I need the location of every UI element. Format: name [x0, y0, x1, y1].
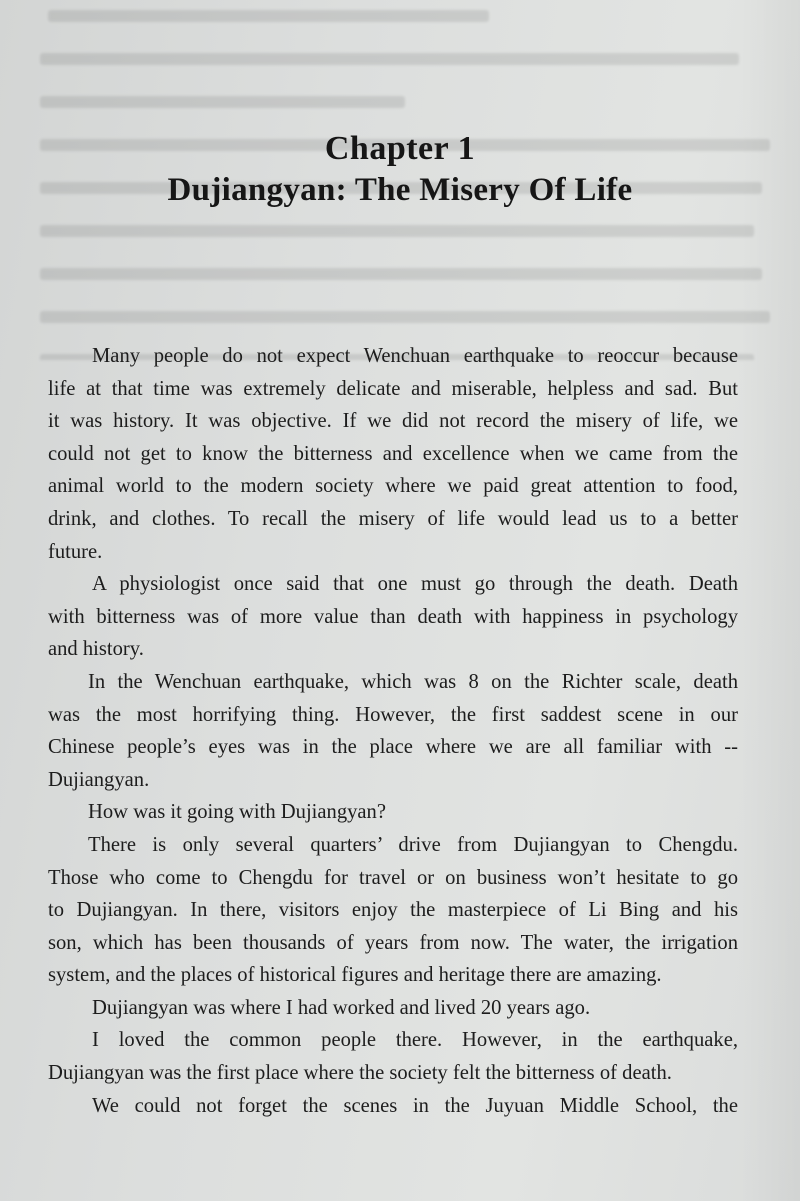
text-line: We could not forget the scenes in the Juyuan Middle School, the — [92, 1094, 738, 1117]
chapter-number: Chapter 1 — [324, 130, 476, 167]
text-line: There is only several quarters’ drive from Dujiangyan to Chengdu. — [88, 833, 738, 856]
text-line: I loved the common people there. However, in the earthquake, — [92, 1029, 738, 1052]
text-line: Chinese people’s eyes was in the place where we are all familiar with -- — [48, 736, 738, 759]
text-line: life at that time was extremely delicate and miserable, helpless and sad. But — [48, 377, 738, 400]
text-line: son, which has been thousands of years from now. The water, the irrigation — [48, 931, 738, 954]
text-line: system, and the places of historical figures and heritage there are amazing. — [48, 964, 662, 987]
text-line: with bitterness was of more value than death with happiness in psychology — [48, 605, 738, 628]
text-line: Those who come to Chengdu for travel or on business won’t hesitate to go — [48, 866, 738, 889]
text-line: Dujiangyan was the first place where the society felt the bitterness of death. — [48, 1062, 672, 1085]
text-line: Many people do not expect Wenchuan earthquake to reoccur because — [92, 345, 738, 367]
text-line: and history. — [48, 638, 144, 661]
text-line: Dujiangyan was where I had worked and lived 20 years ago. — [92, 996, 591, 1019]
text-line: Dujiangyan. — [48, 768, 150, 791]
text-line: future. — [48, 540, 103, 563]
text-line: it was history. It was objective. If we did not record the misery of life, we — [48, 410, 738, 433]
chapter-title: Dujiangyan: The Misery Of Life — [167, 172, 633, 208]
text-line: How was it going with Dujiangyan? — [88, 801, 386, 824]
text-line: In the Wenchuan earthquake, which was 8 on the Richter scale, death — [88, 670, 738, 693]
text-line: could not get to know the bitterness and excellence when we came from the — [48, 442, 738, 465]
text-line: A physiologist once said that one must go through the death. Death — [92, 573, 738, 596]
text-line: to Dujiangyan. In there, visitors enjoy the masterpiece of Li Bing and his — [48, 899, 738, 922]
chapter-body — [48, 340, 738, 1122]
text-line: was the most horrifying thing. However, the first saddest scene in our — [48, 703, 738, 726]
text-line: animal world to the modern society where we paid great attention to food, — [48, 475, 738, 498]
text-line: drink, and clothes. To recall the misery of life would lead us to a better — [48, 507, 738, 530]
